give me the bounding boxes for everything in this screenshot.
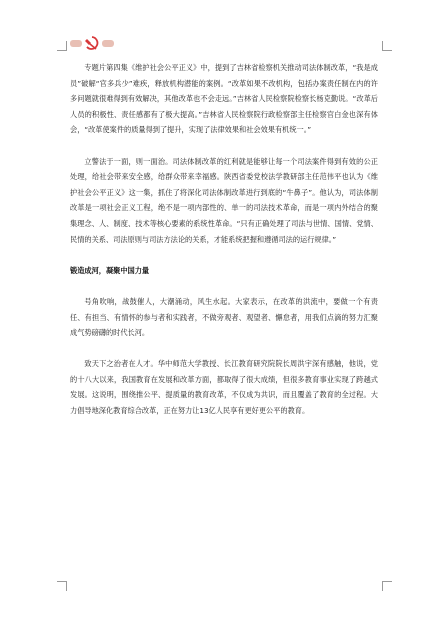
document-body xyxy=(70,60,378,434)
margin-mark-bottom-left xyxy=(57,581,67,591)
paragraph-1: 专题片第四集《维护社会公平正义》中，提到了吉林省检察机关推动司法体制改革，“我是成员”破解“官多兵少”难疾，释放机构潜能的案例。“改革如果不改机构，包括办案责任制在内的许多问题就很难得到有效解决，其他改革也不会走远。”吉林省人民检察院检察长杨克勤说。“改革后人员的积极性、责任感都有了极大提高。”吉林省人民检察院行政检察部主任检察官白金也深有体会，“改革使案件的质量得到了提升，实现了法律效果和社会效果有机统一。” xyxy=(70,63,378,135)
margin-mark-top-right xyxy=(382,41,392,51)
paragraph-4: 致天下之治者在人才。华中师范大学教授、长江教育研究院院长周洪宇深有感触，他说，党的十八大以来，我国教育在发展和改革方面，都取得了很大成绩，但很多教育事业实现了跨越式发展。这说明，围绕推公平、提质量的教育改革，不仅成为共识，而且覆盖了教育的全过程。大力倡导地深化教育综合改革，正在努力让13亿人民享有更好更公平的教育。 xyxy=(70,359,378,416)
header-bar-right xyxy=(102,40,114,47)
header-bar-left xyxy=(70,40,82,47)
header-logo xyxy=(70,36,116,50)
paragraph-3: 号角吹响，战鼓催人，大潮涌动，风生水起。大家表示，在改革的洪流中，要做一个有责任、有担当、有情怀的参与者和实践者，不做旁观者、观望者、懈怠者，用我们点滴的努力汇聚成气势磅礴的时代长河。 xyxy=(70,296,378,338)
paragraph-2: 立警法于一面，则一面治。司法体制改革的红利就是能够让每一个司法案件得到有效的公正处理，给社会带来安全感，给群众带来幸福感。陕西省委党校法学教研部主任范伟平也认为《维护社会公平正义》这一集，抓住了将深化司法体制改革进行到底的“牛鼻子”。他认为，司法体制改革是一项社会正义工程，绝不是一项内部性的、单一的司法技术革命，而是一项内外结合的聚集理念、人、制度、技术等核心要素的系统性革命。“只有正确处理了司法与世情、国情、党情、民情的关系、司法原则与司法方法论的关系，才能系统把握和遵循司法的运行规律。” xyxy=(70,156,378,244)
hammer-sickle-icon xyxy=(84,36,100,50)
margin-mark-bottom-right xyxy=(382,581,392,591)
margin-mark-top-left xyxy=(57,41,67,51)
section-heading: 锻造成河，凝聚中国力量 xyxy=(70,265,150,275)
